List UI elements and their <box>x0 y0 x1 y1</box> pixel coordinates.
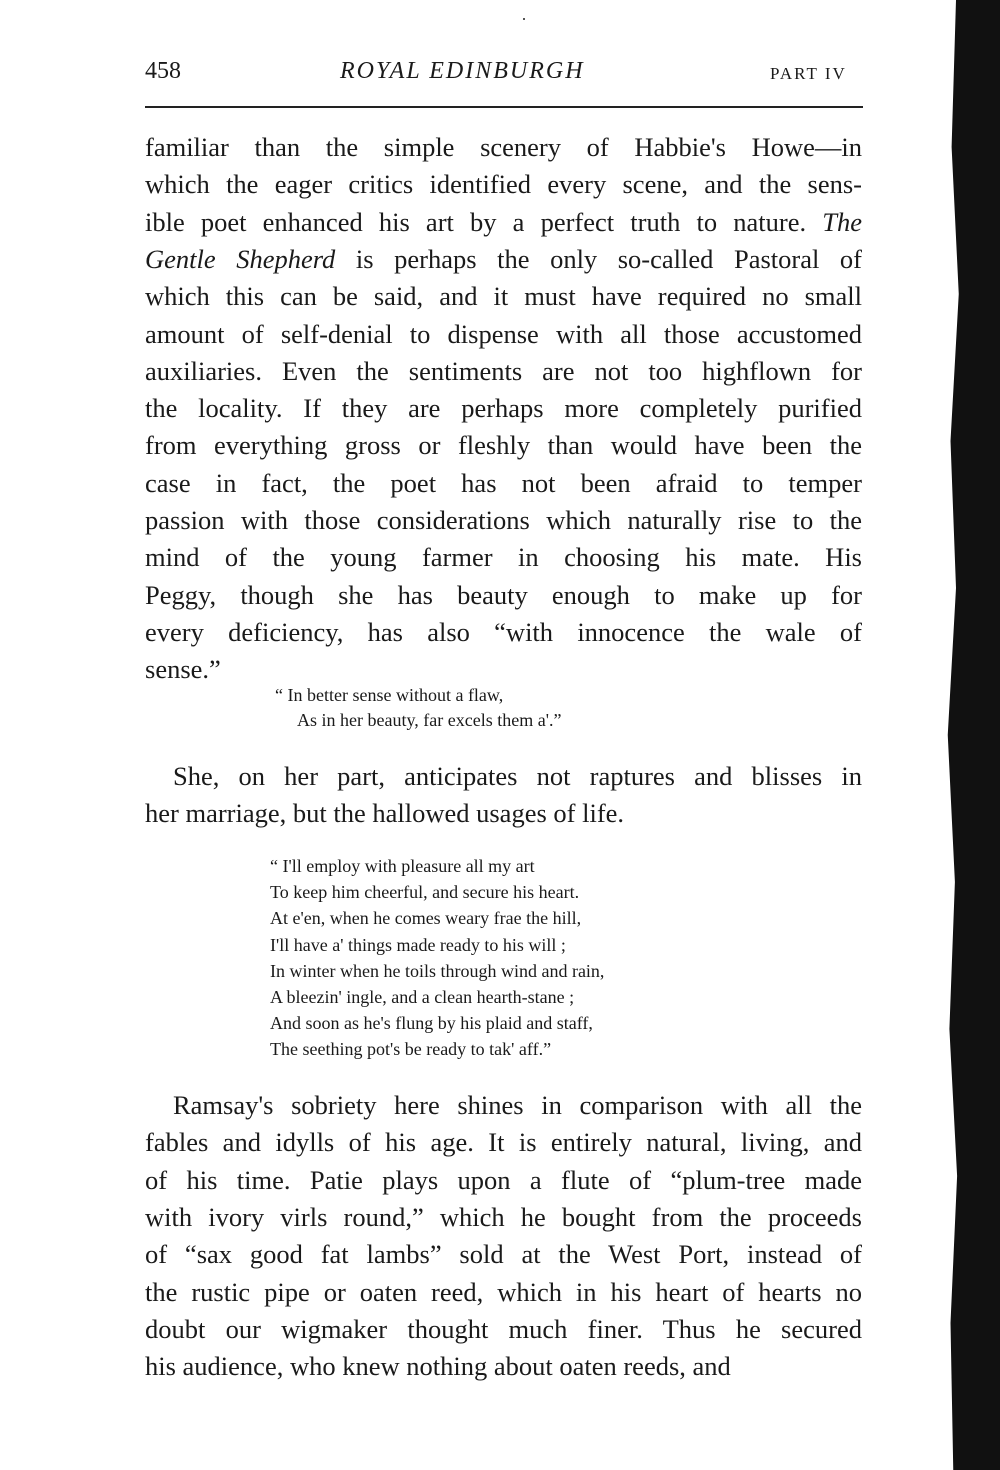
text-line: ible poet enhanced his art by a perfect truth to nature. The <box>145 206 862 237</box>
text-line: of his time. Patie plays upon a flute of “plum-tree made <box>145 1164 862 1195</box>
text-line: auxiliaries. Even the sentiments are not too highflown for <box>145 355 862 386</box>
text-line: the rustic pipe or oaten reed, which in his heart of hearts no <box>145 1276 862 1307</box>
text-line: doubt our wigmaker thought much finer. Thus he secured <box>145 1313 862 1344</box>
page-number: 458 <box>145 58 181 84</box>
text-line: mind of the young farmer in choosing his mate. His <box>145 542 862 573</box>
text-line: She, on her part, anticipates not raptures and blisses in <box>173 761 862 791</box>
verse-line: As in her beauty, far excels them a'.” <box>297 710 562 730</box>
text-line: which this can be said, and it must have required no small <box>145 281 862 312</box>
text-line: passion with those considerations which naturally rise to the <box>145 505 862 535</box>
text-line: with ivory virls round,” which he bought from the proceeds <box>145 1201 862 1232</box>
text-line: Gentle Shepherd is perhaps the only so-called Pastoral of <box>145 243 862 274</box>
header-rule <box>145 106 863 108</box>
verse-line: To keep him cheerful, and secure his heart. <box>270 882 580 903</box>
text-line: Peggy, though she has beauty enough to make up for <box>145 579 862 610</box>
scan-edge-shadow <box>945 0 1000 1470</box>
verse-line: In winter when he toils through wind and rain, <box>270 960 605 981</box>
verse-line: And soon as he's flung by his plaid and staff, <box>270 1013 593 1034</box>
text-line: every deficiency, has also “with innocence the wale of <box>145 616 862 647</box>
verse-line: “ I'll employ with pleasure all my art <box>270 856 535 876</box>
verse-line: At e'en, when he comes weary frae the hill, <box>270 908 582 929</box>
verse-line: I'll have a' things made ready to his will ; <box>270 934 566 955</box>
text-line: sense.” <box>145 654 221 685</box>
verse-line: The seething pot's be ready to tak' aff.” <box>270 1039 552 1060</box>
text-line: amount of self-denial to dispense with all those accustomed <box>145 318 862 349</box>
scan-speck <box>523 18 525 20</box>
verse-line: “ In better sense without a flaw, <box>275 685 504 705</box>
text-line: of “sax good fat lambs” sold at the West Port, instead of <box>145 1239 862 1270</box>
text-line: the locality. If they are perhaps more completely purified <box>145 393 862 424</box>
verse-line: A bleezin' ingle, and a clean hearth-stane ; <box>270 987 575 1007</box>
running-title: ROYAL EDINBURGH <box>340 58 585 84</box>
text-line: his audience, who knew nothing about oaten reeds, and <box>145 1351 731 1382</box>
text-line: fables and idylls of his age. It is entirely natural, living, and <box>145 1127 862 1158</box>
text-line: which the eager critics identified every scene, and the sens- <box>145 169 862 200</box>
text-line: Ramsay's sobriety here shines in comparison with all the <box>173 1090 862 1120</box>
text-line: familiar than the simple scenery of Habbie's Howe—in <box>145 132 862 162</box>
text-line: her marriage, but the hallowed usages of life. <box>145 797 625 828</box>
section-label: PART IV <box>770 64 847 83</box>
text-line: from everything gross or fleshly than would have been the <box>145 430 862 461</box>
text-line: case in fact, the poet has not been afraid to temper <box>145 467 862 498</box>
